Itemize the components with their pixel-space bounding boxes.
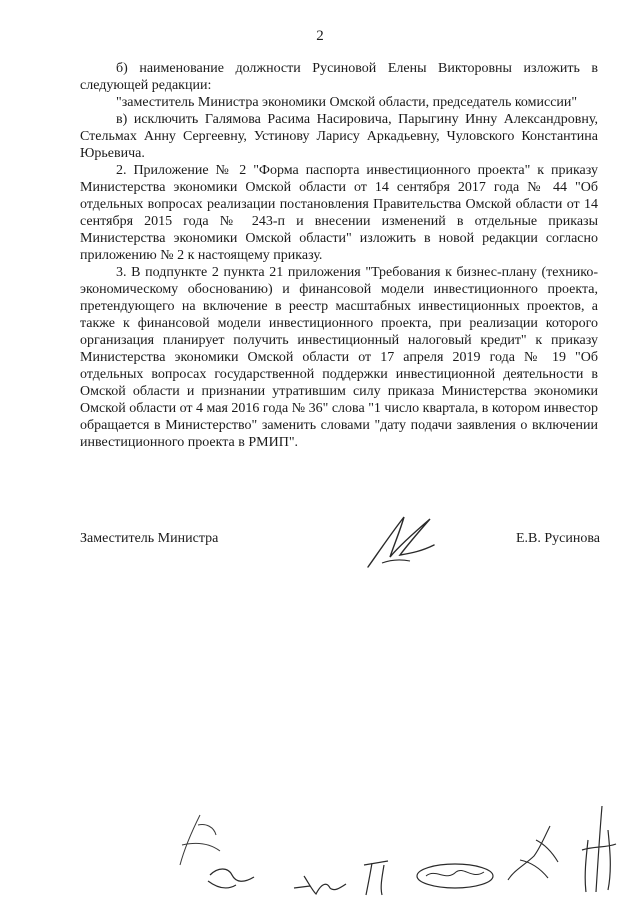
- paragraph-name-change: б) наименование должности Русиновой Елены Викторовны изложить в следующей редакции:: [80, 61, 598, 93]
- initials-signature-6: [572, 800, 622, 900]
- initials-signature-2: [290, 858, 350, 898]
- paragraph-exclusions: в) исключить Галямова Расима Насировича, Парыгину Инну Александровну, Стельмах Анну Сергеевну, Устинову Ларису Аркадьевну, Чуловского Константина Юрьевича.: [80, 112, 598, 161]
- initials-signature-3: [358, 855, 398, 900]
- page-number: 2: [316, 28, 324, 44]
- initials-signature-5: [500, 820, 570, 890]
- signature-block: [80, 531, 600, 571]
- paragraph-new-title: "заместитель Министра экономики Омской области, председатель комиссии": [116, 95, 578, 110]
- initials-signature-1: [170, 805, 260, 900]
- signatory-title: Заместитель Министра: [80, 531, 219, 546]
- signatory-name: Е.В. Русинова: [515, 531, 600, 546]
- paragraph-item-2: 2. Приложение № 2 "Форма паспорта инвестиционного проекта" к приказу Министерства экономики Омской области от 14 сентября 2017 года № 44 "Об отдельных вопросах реализации постановления Правительства Омской области от 14 сентября 2015 года № 243-п и внесении изменений в отдельные приказы Министерства экономики Омской области" изложить в новой редакции согласно приложению № 2 к настоящему приказу.: [80, 163, 598, 263]
- handwritten-signature: [360, 505, 440, 575]
- paragraph-item-3: 3. В подпункте 2 пункта 21 приложения "Требования к бизнес-плану (технико-экономическому обоснованию) и финансовой модели инвестиционного проекта, претендующего на включение в реестр масштабных инвестиционных проектов, а также к финансовой модели инвестиционного проекта, при реализации которого организация планирует получить инвестиционный налоговый кредит" к приказу Министерства экономики Омской области от 17 апреля 2019 года № 19 "Об отдельных вопросах государственной поддержки инвестиционной деятельности в Омской области и признании утратившим силу приказа Министерства экономики Омской области от 4 мая 2016 года № 36" слова "1 число квартала, в котором инвестор обращается в Министерство" заменить словами "дату подачи заявления о включении инвестиционного проекта в РМИП".: [80, 265, 598, 450]
- initials-signature-4: [410, 850, 500, 895]
- document-body: [80, 60, 598, 451]
- approval-initials: [0, 780, 640, 905]
